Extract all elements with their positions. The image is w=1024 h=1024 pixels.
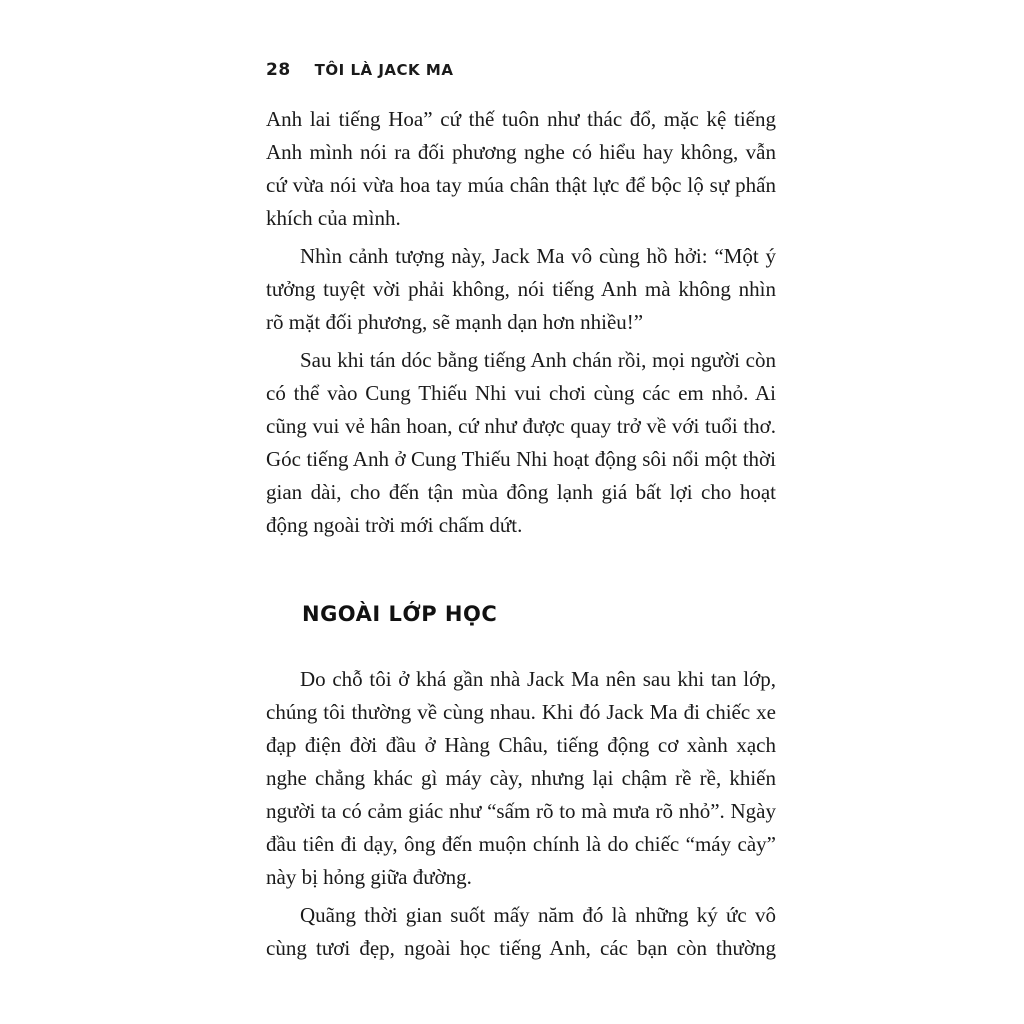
page-number: 28 xyxy=(266,60,291,80)
text-line: Anh lai tiếng Hoa” cứ thế tuôn như thác đổ, mặc kệ tiếng xyxy=(266,107,776,131)
text-line: đầu tiên đi dạy, ông đến muộn chính là do chiếc “máy cày” xyxy=(266,832,776,856)
text-line: Anh mình nói ra đối phương nghe có hiểu hay không, vẫn xyxy=(266,140,776,164)
text-line: chúng tôi thường về cùng nhau. Khi đó Jack Ma đi chiếc xe xyxy=(266,700,776,724)
text-line: Góc tiếng Anh ở Cung Thiếu Nhi hoạt động sôi nổi một thời xyxy=(266,447,776,471)
paragraph xyxy=(266,344,776,542)
text-line: Sau khi tán dóc bằng tiếng Anh chán rồi, mọi người còn xyxy=(300,348,776,372)
text-line: đạp điện đời đầu ở Hàng Châu, tiếng động cơ xành xạch xyxy=(266,733,776,757)
text-line: nghe chẳng khác gì máy cày, nhưng lại chậm rề rề, khiến xyxy=(266,766,776,790)
text-line: Do chỗ tôi ở khá gần nhà Jack Ma nên sau khi tan lớp, xyxy=(300,667,776,691)
book-title: TÔI LÀ JACK MA xyxy=(314,61,454,79)
text-line: Quãng thời gian suốt mấy năm đó là những ký ức vô xyxy=(300,903,776,927)
text-line: gian dài, cho đến tận mùa đông lạnh giá bất lợi cho hoạt xyxy=(266,480,776,504)
text-line: người ta có cảm giác như “sấm rõ to mà mưa rõ nhỏ”. Ngày xyxy=(266,799,776,823)
section-heading: NGOÀI LỚP HỌC xyxy=(302,602,498,626)
text-line: động ngoài trời mới chấm dứt. xyxy=(266,513,523,537)
text-line: cứ vừa nói vừa hoa tay múa chân thật lực để bộc lộ sự phấn xyxy=(266,173,776,197)
text-line: cũng vui vẻ hân hoan, cứ như được quay trở về với tuổi thơ. xyxy=(266,414,776,438)
text-line: này bị hỏng giữa đường. xyxy=(266,865,472,889)
running-head xyxy=(266,60,453,80)
paragraph xyxy=(266,240,776,339)
paragraph xyxy=(266,103,776,235)
text-line: Nhìn cảnh tượng này, Jack Ma vô cùng hồ hởi: “Một ý xyxy=(300,244,776,268)
text-line: tưởng tuyệt vời phải không, nói tiếng Anh mà không nhìn xyxy=(266,277,776,301)
section-2-body xyxy=(266,663,776,965)
text-line: có thể vào Cung Thiếu Nhi vui chơi cùng các em nhỏ. Ai xyxy=(266,381,776,405)
text-line: cùng tươi đẹp, ngoài học tiếng Anh, các bạn còn thường xyxy=(266,936,776,960)
text-line: rõ mặt đối phương, sẽ mạnh dạn hơn nhiều!” xyxy=(266,310,644,334)
paragraph xyxy=(266,899,776,965)
paragraph xyxy=(266,663,776,894)
section-1-body xyxy=(266,103,776,542)
text-line: khích của mình. xyxy=(266,206,401,230)
